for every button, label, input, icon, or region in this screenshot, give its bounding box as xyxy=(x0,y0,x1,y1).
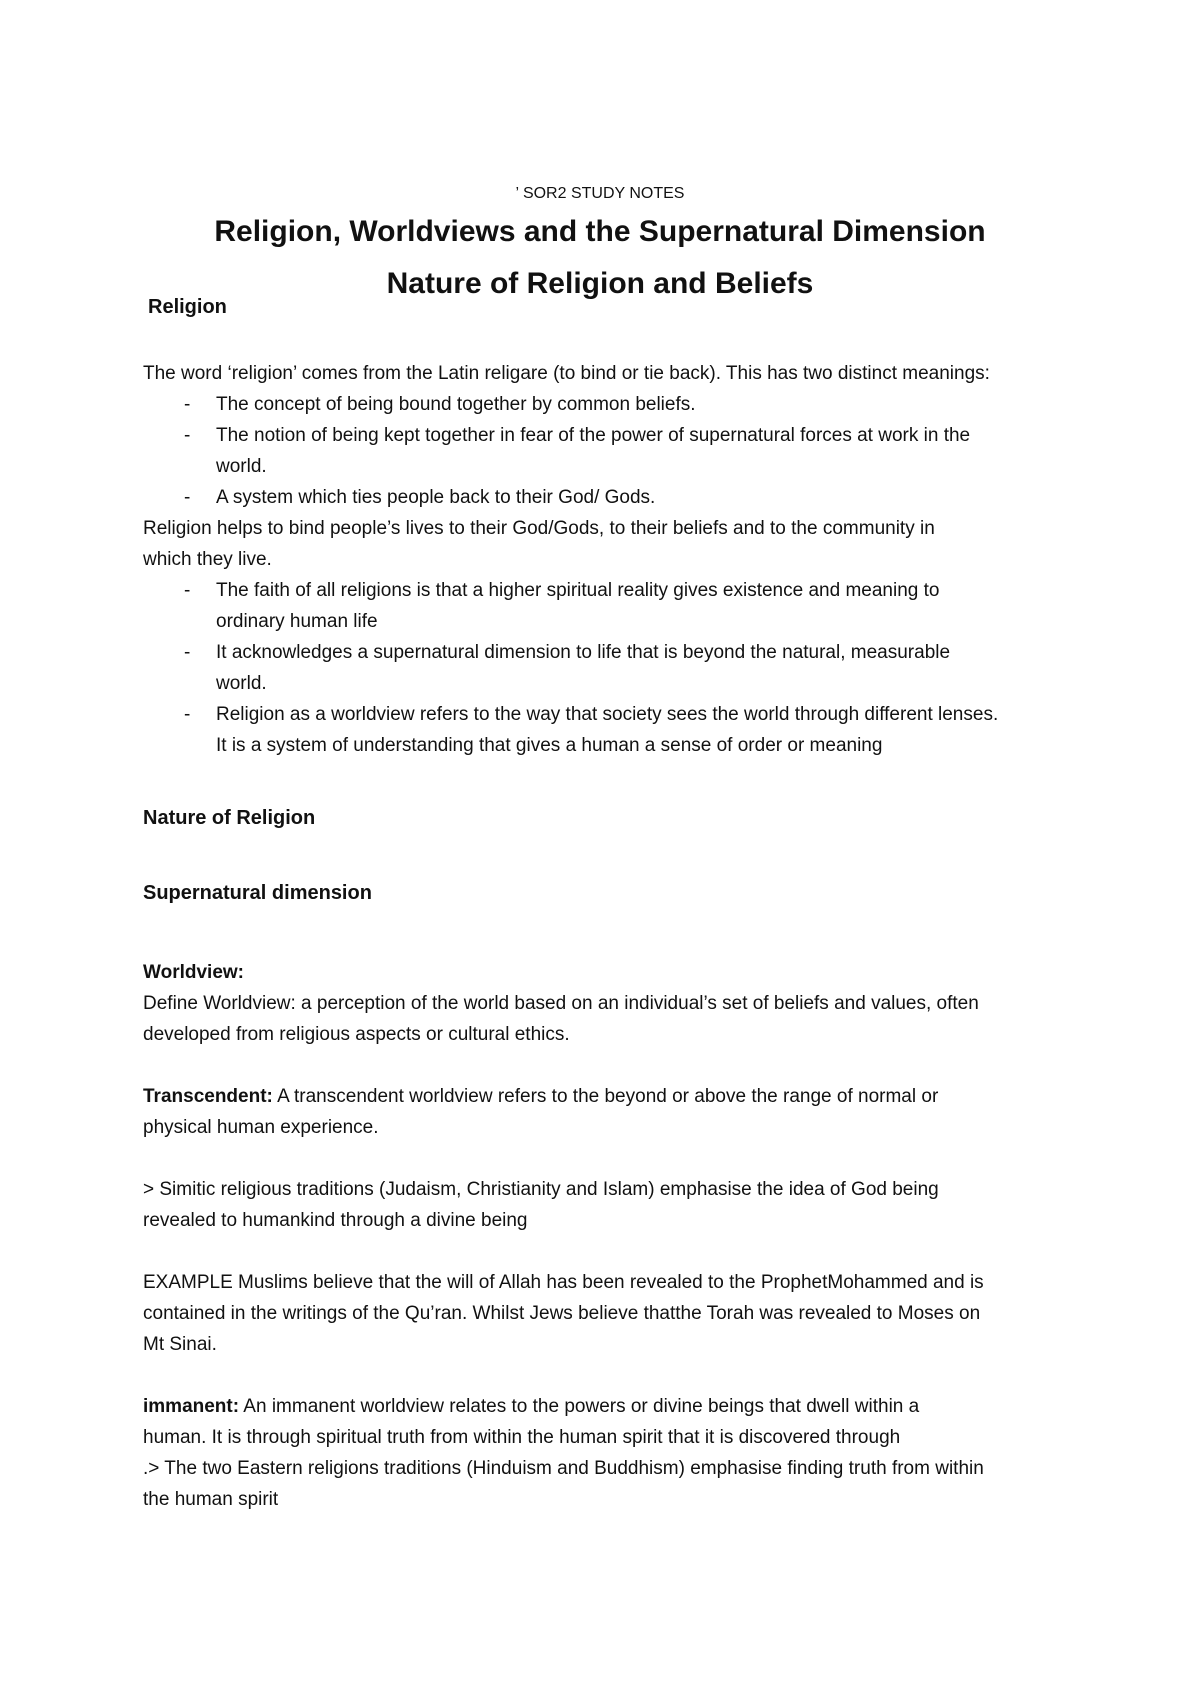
paragraph-line: EXAMPLE Muslims believe that the will of Allah has been revealed to the ProphetMohammed and is xyxy=(143,1272,984,1293)
worldview-label xyxy=(143,957,244,988)
transcendent-term: Transcendent: xyxy=(143,1086,273,1107)
section-heading-nature-of-religion: Nature of Religion xyxy=(143,807,316,829)
paragraph-line: Religion helps to bind people’s lives to their God/Gods, to their beliefs and to the community in xyxy=(143,518,935,539)
list-item-continuation: world. xyxy=(216,456,267,477)
list-dash: - xyxy=(184,487,191,508)
paragraph-line: > Simitic religious traditions (Judaism, Christianity and Islam) emphasise the idea of God being xyxy=(143,1179,939,1200)
paragraph-line: Mt Sinai. xyxy=(143,1334,217,1355)
transcendent-line xyxy=(143,1081,938,1112)
list-item-continuation: It is a system of understanding that gives a human a sense of order or meaning xyxy=(216,735,883,756)
list-item: Religion as a worldview refers to the way that society sees the world through different lenses. xyxy=(216,704,999,725)
paragraph-line: physical human experience. xyxy=(143,1117,379,1138)
list-item: The notion of being kept together in fear of the power of supernatural forces at work in the xyxy=(216,425,971,446)
paragraph-line: human. It is through spiritual truth from within the human spirit that it is discovered through xyxy=(143,1427,901,1448)
section-heading-supernatural-dimension: Supernatural dimension xyxy=(143,882,372,904)
religion-intro: The word ‘religion’ comes from the Latin religare (to bind or tie back). This has two distinct meanings: xyxy=(143,363,990,384)
list-item: The faith of all religions is that a higher spiritual reality gives existence and meaning to xyxy=(216,580,940,601)
paragraph-line: which they live. xyxy=(143,549,272,570)
transcendent-definition: A transcendent worldview refers to the beyond or above the range of normal or xyxy=(272,1086,939,1107)
list-item: It acknowledges a supernatural dimension to life that is beyond the natural, measurable xyxy=(216,642,951,663)
header-note: ’ SOR2 STUDY NOTES xyxy=(515,185,685,202)
page-subtitle: Nature of Religion and Beliefs xyxy=(386,267,814,300)
immanent-term: immanent: xyxy=(143,1396,240,1417)
list-item: The concept of being bound together by common beliefs. xyxy=(216,394,696,415)
list-dash: - xyxy=(184,704,191,725)
paragraph-line: revealed to humankind through a divine being xyxy=(143,1210,528,1231)
page-title: Religion, Worldviews and the Supernatural Dimension xyxy=(214,215,986,248)
list-dash: - xyxy=(184,642,191,663)
list-item: A system which ties people back to their God/ Gods. xyxy=(216,487,656,508)
worldview-term: Worldview: xyxy=(143,962,244,983)
immanent-definition: An immanent worldview relates to the powers or divine beings that dwell within a xyxy=(239,1396,920,1417)
immanent-line xyxy=(143,1391,919,1422)
paragraph-line: Define Worldview: a perception of the world based on an individual’s set of beliefs and values, often xyxy=(143,993,979,1014)
paragraph-line: contained in the writings of the Qu’ran. Whilst Jews believe thatthe Torah was revealed to Moses on xyxy=(143,1303,981,1324)
list-dash: - xyxy=(184,425,191,446)
paragraph-line: .> The two Eastern religions traditions (Hinduism and Buddhism) emphasise finding truth from within xyxy=(143,1458,984,1479)
list-item-continuation: ordinary human life xyxy=(216,611,378,632)
list-item-continuation: world. xyxy=(216,673,267,694)
list-dash: - xyxy=(184,580,191,601)
section-heading-religion: Religion xyxy=(148,296,227,318)
paragraph-line: the human spirit xyxy=(143,1489,279,1510)
paragraph-line: developed from religious aspects or cultural ethics. xyxy=(143,1024,570,1045)
list-dash: - xyxy=(184,394,191,415)
